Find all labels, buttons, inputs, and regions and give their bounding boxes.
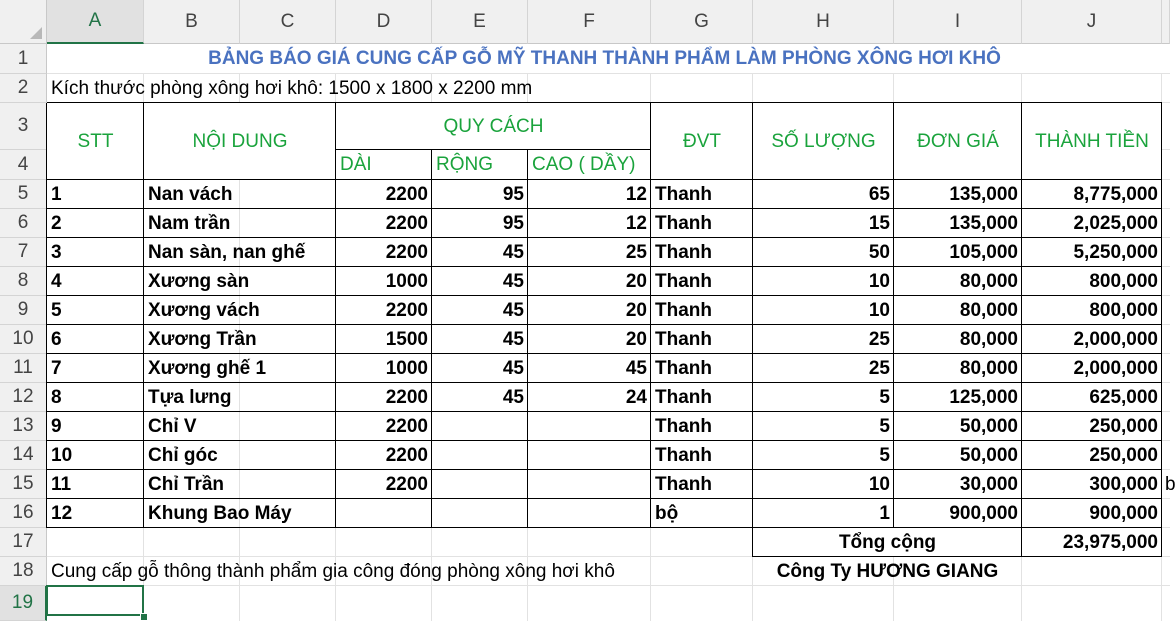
- row-header-2[interactable]: 2: [0, 74, 47, 103]
- item-price: 135,000: [949, 183, 1018, 205]
- item-total: 2,000,000: [1073, 357, 1158, 379]
- item-dai: 2200: [385, 241, 428, 263]
- item-stt: 10: [51, 444, 73, 466]
- item-total: 250,000: [1089, 444, 1158, 466]
- table-border-v: [431, 150, 432, 528]
- item-dvt: Thanh: [655, 212, 712, 234]
- table-border-v: [527, 150, 528, 528]
- item-name: Chỉ góc: [148, 444, 218, 466]
- item-dai: 2200: [385, 386, 428, 408]
- item-dvt: Thanh: [655, 357, 712, 379]
- column-header-g[interactable]: G: [651, 0, 753, 44]
- table-border-h: [47, 237, 1162, 238]
- item-dvt: Thanh: [655, 415, 712, 437]
- item-dvt: Thanh: [655, 299, 712, 321]
- item-dai: 2200: [385, 415, 428, 437]
- item-price: 50,000: [959, 444, 1018, 466]
- item-price: 105,000: [949, 241, 1018, 263]
- item-dai: 2200: [385, 444, 428, 466]
- row-header-15[interactable]: 15: [0, 470, 47, 499]
- company-name: Công Ty HƯƠNG GIANG: [776, 560, 999, 582]
- item-name: Xương sàn: [148, 270, 250, 292]
- item-rong: 95: [502, 183, 524, 205]
- item-dvt: Thanh: [655, 183, 712, 205]
- table-border-h: [47, 208, 1162, 209]
- item-name: Xương vách: [148, 299, 260, 321]
- item-stt: 2: [51, 212, 62, 234]
- item-total: 300,000: [1089, 473, 1158, 495]
- row-header-18[interactable]: 18: [0, 557, 47, 586]
- item-rong: [432, 499, 528, 528]
- item-rong: 45: [502, 357, 524, 379]
- item-name: Khung Bao Máy: [148, 502, 292, 524]
- item-cao: [528, 412, 651, 441]
- header-noi-dung: NỘI DUNG: [192, 130, 288, 152]
- item-qty: 5: [879, 444, 890, 466]
- item-dvt: Thanh: [655, 444, 712, 466]
- item-stt: 9: [51, 415, 62, 437]
- item-stt: 6: [51, 328, 62, 350]
- row-header-8[interactable]: 8: [0, 267, 47, 296]
- select-all-corner[interactable]: [0, 0, 47, 44]
- item-cao: [528, 470, 651, 499]
- row-header-16[interactable]: 16: [0, 499, 47, 528]
- item-stt: 4: [51, 270, 62, 292]
- item-name: Nan vách: [148, 183, 233, 205]
- header-rong: RỘNG: [436, 154, 493, 175]
- column-header-c[interactable]: C: [240, 0, 336, 44]
- item-rong: 45: [502, 299, 524, 321]
- item-price: 135,000: [949, 212, 1018, 234]
- column-header-b[interactable]: B: [144, 0, 240, 44]
- row-header-10[interactable]: 10: [0, 325, 47, 354]
- item-rong: [432, 441, 528, 470]
- item-rong: 45: [502, 270, 524, 292]
- item-qty: 25: [868, 328, 890, 350]
- table-border-v: [1021, 103, 1022, 528]
- item-cao: 45: [625, 357, 647, 379]
- table-border-h: [47, 469, 1162, 470]
- item-name: Chỉ V: [148, 415, 197, 437]
- item-qty: 10: [868, 299, 890, 321]
- item-dai: 1000: [385, 270, 428, 292]
- item-dvt: Thanh: [655, 473, 712, 495]
- room-size-note: Kích thước phòng xông hơi khô: 1500 x 1800 x 2200 mm: [51, 77, 533, 99]
- item-total: 8,775,000: [1073, 183, 1158, 205]
- footer-note: Cung cấp gỗ thông thành phẩm gia công đóng phòng xông hơi khô: [51, 560, 615, 582]
- item-qty: 15: [868, 212, 890, 234]
- header-stt: STT: [77, 130, 114, 152]
- item-cao: 12: [625, 212, 647, 234]
- item-dai: 2200: [385, 473, 428, 495]
- item-dvt: Thanh: [655, 328, 712, 350]
- item-price: 900,000: [949, 502, 1018, 524]
- item-dai: 2200: [385, 299, 428, 321]
- item-rong: [432, 412, 528, 441]
- item-total: 2,000,000: [1073, 328, 1158, 350]
- item-cao: 12: [625, 183, 647, 205]
- item-name: Chỉ Trần: [148, 473, 225, 495]
- item-name: Tựa lưng: [148, 386, 232, 408]
- item-dai: 1500: [385, 328, 428, 350]
- header-so-luong: SỐ LƯỢNG: [771, 130, 876, 152]
- item-qty: 10: [868, 270, 890, 292]
- item-total: 900,000: [1089, 502, 1158, 524]
- item-cao: 20: [625, 328, 647, 350]
- row-header-5[interactable]: 5: [0, 180, 47, 209]
- header-don-gia: ĐƠN GIÁ: [917, 130, 999, 152]
- column-header-f[interactable]: F: [528, 0, 651, 44]
- row-header-11[interactable]: 11: [0, 354, 47, 383]
- item-price: 125,000: [949, 386, 1018, 408]
- item-total: 800,000: [1089, 299, 1158, 321]
- table-border-h: [753, 556, 1162, 557]
- column-header-d[interactable]: D: [336, 0, 432, 44]
- item-price: 80,000: [959, 299, 1018, 321]
- select-all-triangle-icon: [30, 27, 42, 39]
- item-qty: 1: [879, 502, 890, 524]
- table-border-v: [1021, 528, 1022, 557]
- column-header-e[interactable]: E: [432, 0, 528, 44]
- overflow-text: b: [1165, 473, 1176, 495]
- item-qty: 50: [868, 241, 890, 263]
- item-qty: 65: [868, 183, 890, 205]
- table-border-v: [752, 103, 753, 528]
- item-qty: 10: [868, 473, 890, 495]
- table-border-h: [47, 353, 1162, 354]
- item-stt: 12: [51, 502, 73, 524]
- table-border-v: [893, 103, 894, 528]
- table-border-v: [1161, 103, 1162, 528]
- item-dai: [336, 499, 432, 528]
- item-rong: 95: [502, 212, 524, 234]
- item-price: 80,000: [959, 270, 1018, 292]
- table-border-h: [47, 266, 1162, 267]
- item-stt: 1: [51, 183, 62, 205]
- total-value: 23,975,000: [1062, 531, 1158, 553]
- column-header-partial[interactable]: [1162, 0, 1170, 44]
- item-cao: [528, 499, 651, 528]
- item-price: 30,000: [959, 473, 1018, 495]
- row-header-14[interactable]: 14: [0, 441, 47, 470]
- fill-handle[interactable]: [140, 613, 148, 621]
- table-border-h: [47, 324, 1162, 325]
- item-rong: 45: [502, 328, 524, 350]
- header-cao: CAO ( DẦY): [532, 154, 636, 175]
- row-header-9[interactable]: 9: [0, 296, 47, 325]
- row-header-6[interactable]: 6: [0, 209, 47, 238]
- table-border-h: [47, 498, 1162, 499]
- table-border-v: [1161, 528, 1162, 557]
- item-name: Nan sàn, nan ghế: [148, 241, 306, 263]
- item-rong: 45: [502, 241, 524, 263]
- row-header-7[interactable]: 7: [0, 238, 47, 267]
- column-header-i[interactable]: I: [894, 0, 1022, 44]
- item-dvt: Thanh: [655, 386, 712, 408]
- table-border-v: [650, 103, 651, 528]
- header-quy-cach: QUY CÁCH: [443, 115, 544, 137]
- total-label: Tổng cộng: [838, 531, 937, 553]
- table-border-h: [47, 527, 651, 528]
- item-dai: 2200: [385, 183, 428, 205]
- column-header-a[interactable]: A: [47, 0, 144, 44]
- header-dai: DÀI: [340, 154, 372, 175]
- item-total: 800,000: [1089, 270, 1158, 292]
- item-name: Nam trần: [148, 212, 231, 234]
- item-cao: 20: [625, 299, 647, 321]
- row-header-17[interactable]: 17: [0, 528, 47, 557]
- item-stt: 3: [51, 241, 62, 263]
- item-price: 50,000: [959, 415, 1018, 437]
- item-total: 250,000: [1089, 415, 1158, 437]
- table-border-h: [47, 179, 1162, 180]
- header-thanh-tien: THÀNH TIỀN: [1035, 130, 1149, 152]
- item-dai: 2200: [385, 212, 428, 234]
- item-dvt: Thanh: [655, 241, 712, 263]
- item-price: 80,000: [959, 357, 1018, 379]
- item-name: Xương Trần: [148, 328, 257, 350]
- table-border-h: [47, 411, 1162, 412]
- item-name: Xương ghế 1: [148, 357, 267, 379]
- table-border-h: [47, 102, 1162, 103]
- row-header-12[interactable]: 12: [0, 383, 47, 412]
- table-border-h: [336, 149, 651, 150]
- row-header-3[interactable]: 3: [0, 103, 47, 150]
- item-cao: 24: [625, 386, 647, 408]
- item-dvt: Thanh: [655, 270, 712, 292]
- item-cao: 25: [625, 241, 647, 263]
- item-cao: [528, 441, 651, 470]
- column-header-j[interactable]: J: [1022, 0, 1162, 44]
- item-stt: 7: [51, 357, 62, 379]
- item-dvt: bộ: [655, 502, 679, 524]
- table-border-v: [46, 103, 47, 528]
- table-border-h: [47, 440, 1162, 441]
- table-border-v: [752, 528, 753, 557]
- row-header-4[interactable]: 4: [0, 150, 47, 180]
- table-border-h: [47, 295, 1162, 296]
- item-total: 5,250,000: [1073, 241, 1158, 263]
- item-total: 625,000: [1089, 386, 1158, 408]
- table-border-h: [47, 382, 1162, 383]
- item-qty: 25: [868, 357, 890, 379]
- column-header-h[interactable]: H: [753, 0, 894, 44]
- item-dai: 1000: [385, 357, 428, 379]
- header-dvt: ĐVT: [683, 130, 721, 152]
- item-price: 80,000: [959, 328, 1018, 350]
- sheet-title: BẢNG BÁO GIÁ CUNG CẤP GỖ MỸ THANH THÀNH PHẨM LÀM PHÒNG XÔNG HƠI KHÔ: [208, 48, 1001, 69]
- selected-cell-a19[interactable]: [46, 585, 144, 616]
- table-border-h: [651, 527, 1162, 528]
- item-qty: 5: [879, 415, 890, 437]
- row-header-1[interactable]: 1: [0, 44, 47, 74]
- table-border-v: [143, 103, 144, 528]
- row-header-13[interactable]: 13: [0, 412, 47, 441]
- item-cao: 20: [625, 270, 647, 292]
- item-stt: 5: [51, 299, 62, 321]
- item-total: 2,025,000: [1073, 212, 1158, 234]
- item-rong: [432, 470, 528, 499]
- item-rong: 45: [502, 386, 524, 408]
- item-stt: 11: [51, 473, 72, 495]
- item-stt: 8: [51, 386, 62, 408]
- table-border-v: [335, 103, 336, 528]
- row-header-19[interactable]: 19: [0, 586, 47, 621]
- item-qty: 5: [879, 386, 890, 408]
